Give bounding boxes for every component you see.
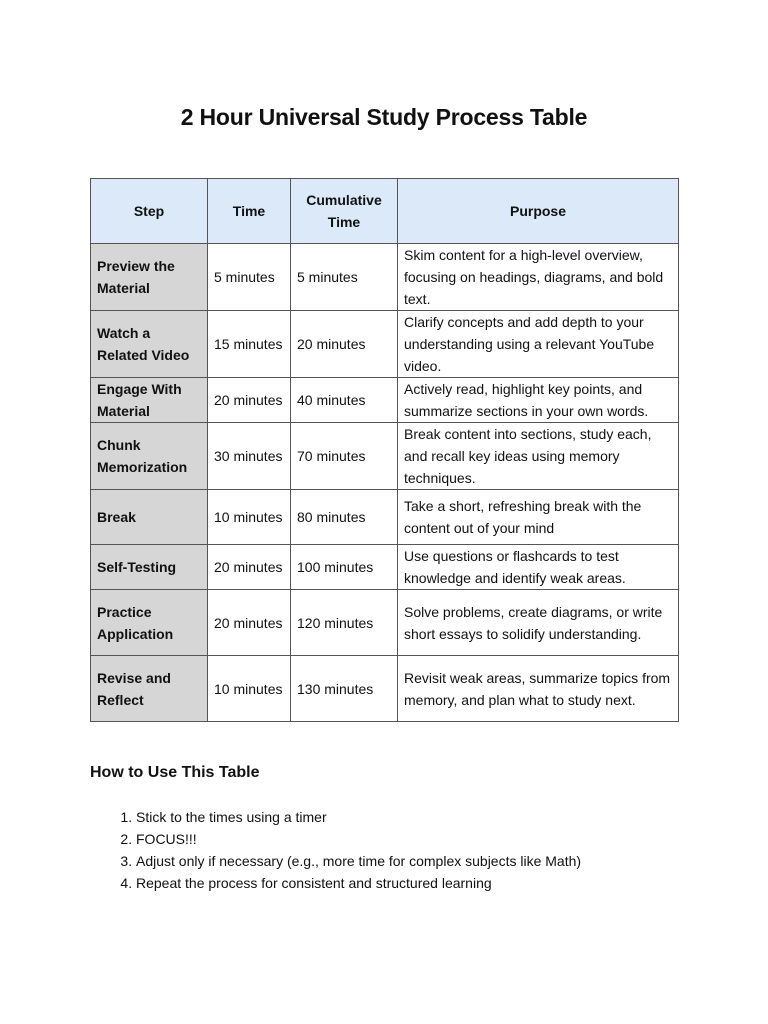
cumulative-cell: 100 minutes — [291, 545, 398, 590]
list-item: 1. Stick to the times using a timer — [136, 806, 581, 828]
cumulative-cell: 5 minutes — [291, 244, 398, 311]
table-header-row — [91, 179, 679, 244]
time-cell: 15 minutes — [208, 311, 291, 378]
step-cell: Chunk Memorization — [91, 423, 208, 490]
list-item: 2. FOCUS!!! — [136, 828, 581, 850]
step-cell: Revise and Reflect — [91, 656, 208, 722]
step-cell: Engage With Material — [91, 378, 208, 423]
header-cumulative-time: Cumulative Time — [291, 179, 398, 244]
purpose-cell: Skim content for a high-level overview, focusing on headings, diagrams, and bold text. — [398, 244, 679, 311]
cumulative-cell: 70 minutes — [291, 423, 398, 490]
purpose-cell: Clarify concepts and add depth to your understanding using a relevant YouTube video. — [398, 311, 679, 378]
purpose-cell: Actively read, highlight key points, and summarize sections in your own words. — [398, 378, 679, 423]
study-process-table — [90, 178, 679, 722]
table-row — [91, 311, 679, 378]
header-purpose: Purpose — [398, 179, 679, 244]
time-cell: 30 minutes — [208, 423, 291, 490]
cumulative-cell: 130 minutes — [291, 656, 398, 722]
list-item: 3. Adjust only if necessary (e.g., more time for complex subjects like Math) — [136, 850, 581, 872]
cumulative-cell: 80 minutes — [291, 490, 398, 545]
cumulative-cell: 40 minutes — [291, 378, 398, 423]
step-cell: Watch a Related Video — [91, 311, 208, 378]
cumulative-cell: 120 minutes — [291, 590, 398, 656]
time-cell: 20 minutes — [208, 378, 291, 423]
purpose-cell: Revisit weak areas, summarize topics from memory, and plan what to study next. — [398, 656, 679, 722]
time-cell: 10 minutes — [208, 656, 291, 722]
table-row — [91, 590, 679, 656]
time-cell: 10 minutes — [208, 490, 291, 545]
purpose-cell: Use questions or flashcards to test knowledge and identify weak areas. — [398, 545, 679, 590]
purpose-cell: Solve problems, create diagrams, or write short essays to solidify understanding. — [398, 590, 679, 656]
header-time: Time — [208, 179, 291, 244]
instructions-list — [90, 806, 581, 894]
list-item: 4. Repeat the process for consistent and structured learning — [136, 872, 581, 894]
cumulative-cell: 20 minutes — [291, 311, 398, 378]
step-cell: Self-Testing — [91, 545, 208, 590]
time-cell: 20 minutes — [208, 590, 291, 656]
table-row — [91, 656, 679, 722]
purpose-cell: Take a short, refreshing break with the content out of your mind — [398, 490, 679, 545]
table-row — [91, 545, 679, 590]
header-step: Step — [91, 179, 208, 244]
table-row — [91, 490, 679, 545]
step-cell: Break — [91, 490, 208, 545]
section-heading: How to Use This Table — [90, 764, 260, 781]
table-row — [91, 378, 679, 423]
step-cell: Practice Application — [91, 590, 208, 656]
table-row — [91, 423, 679, 490]
time-cell: 5 minutes — [208, 244, 291, 311]
page-title: 2 Hour Universal Study Process Table — [180, 104, 588, 130]
table-row — [91, 244, 679, 311]
step-cell: Preview the Material — [91, 244, 208, 311]
purpose-cell: Break content into sections, study each, and recall key ideas using memory techniques. — [398, 423, 679, 490]
time-cell: 20 minutes — [208, 545, 291, 590]
